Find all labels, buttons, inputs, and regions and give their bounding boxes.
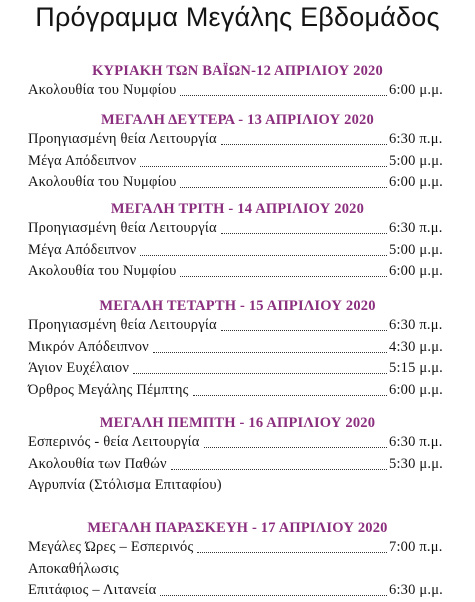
dot-leader [197,552,387,553]
day-section [0,519,475,602]
service-row [0,358,475,380]
day-heading: ΜΕΓΑΛΗ ΤΕΤΑΡΤΗ - 15 ΑΠΡΙΛΙΟΥ 2020 [99,298,376,314]
service-row [0,559,475,581]
service-row [0,432,475,454]
day-section [0,297,475,401]
dot-leader [180,187,387,188]
service-name: Προηγιασμένη θεία Λειτουργία [28,317,217,333]
service-time: 6:00 μ.μ. [389,381,444,398]
day-section [0,62,475,102]
service-name: Ακολουθία του Νυμφίου [28,82,177,98]
service-time: 6:30 π.μ. [389,434,443,450]
service-name: Μικρόν Απόδειπνον [28,338,149,355]
service-time: 6:30 π.μ. [389,317,443,333]
service-row [0,240,475,262]
dot-leader [133,373,387,374]
service-time: 5:00 μ.μ. [389,241,444,258]
day-heading: ΜΕΓΑΛΗ ΤΡΙΤΗ - 14 ΑΠΡΙΛΙΟΥ 2020 [110,201,365,217]
page-title: Πρόγραμμα Μεγάλης Εβδομάδος [35,2,440,32]
service-name: Αγρυπνία (Στόλισμα Επιταφίου) [28,477,222,493]
day-section [0,111,475,194]
day-heading: ΚΥΡΙΑΚΗ ΤΩΝ ΒΑΪΩΝ-12 ΑΠΡΙΛΙΟΥ 2020 [92,63,383,79]
service-row [0,129,475,151]
service-name: Ακολουθία του Νυμφίου [28,263,177,279]
dot-leader [180,95,387,96]
service-row [0,151,475,173]
service-row [0,261,475,283]
day-section [0,200,475,283]
service-name: Μεγάλες Ώρες – Εσπερινός [28,539,194,555]
service-row [0,315,475,337]
service-name: Επιτάφιος – Λιτανεία [28,582,157,598]
dot-leader [221,233,387,234]
service-row [0,537,475,559]
dot-leader [180,276,387,277]
day-heading: ΜΕΓΑΛΗ ΔΕΥΤΕΡΑ - 13 ΑΠΡΙΛΙΟΥ 2020 [101,112,374,128]
service-time: 6:30 μ.μ. [389,582,444,598]
day-heading: ΜΕΓΑΛΗ ΠΕΜΠΤΗ - 16 ΑΠΡΙΛΙΟΥ 2020 [99,415,376,431]
service-row [0,580,475,602]
dot-leader [221,330,387,331]
service-time: 6:30 π.μ. [389,220,443,236]
service-name: Ακολουθία του Νυμφίου [28,174,177,190]
service-row [0,380,475,402]
service-name: Μέγα Απόδειπνον [28,152,137,169]
service-name: Μέγα Απόδειπνον [28,241,137,258]
service-time: 5:30 μ.μ. [389,455,444,472]
dot-leader [140,255,387,256]
service-row [0,475,475,497]
service-name: Προηγιασμένη θεία Λειτουργία [28,131,217,147]
service-row [0,454,475,476]
service-time: 6:00 μ.μ. [389,174,444,190]
service-time: 5:15 μ.μ. [389,360,444,376]
service-time: 4:30 μ.μ. [389,338,444,355]
day-heading: ΜΕΓΑΛΗ ΠΑΡΑΣΚΕΥΗ - 17 ΑΠΡΙΛΙΟΥ 2020 [87,520,388,536]
service-time: 7:00 π.μ. [389,539,443,555]
service-time: 6:30 π.μ. [389,131,443,147]
dot-leader [140,166,387,167]
service-time: 6:00 μ.μ. [389,263,444,279]
service-name: Αποκαθήλωσις [28,560,119,577]
service-row [0,80,475,102]
service-row [0,218,475,240]
service-row [0,172,475,194]
service-time: 5:00 μ.μ. [389,152,444,169]
service-time: 6:00 μ.μ. [389,82,444,98]
service-name: Άγιον Ευχέλαιον [28,360,130,376]
service-name: Προηγιασμένη θεία Λειτουργία [28,220,217,236]
service-name: Ακολουθία των Παθών [28,455,167,472]
dot-leader [221,144,387,145]
service-name: Όρθρος Μεγάλης Πέμπτης [28,381,189,398]
dot-leader [193,395,387,396]
dot-leader [153,352,387,353]
day-section [0,414,475,497]
service-row [0,337,475,359]
dot-leader [171,469,387,470]
dot-leader [204,447,387,448]
service-name: Εσπερινός - θεία Λειτουργία [28,434,200,450]
dot-leader [160,595,387,596]
